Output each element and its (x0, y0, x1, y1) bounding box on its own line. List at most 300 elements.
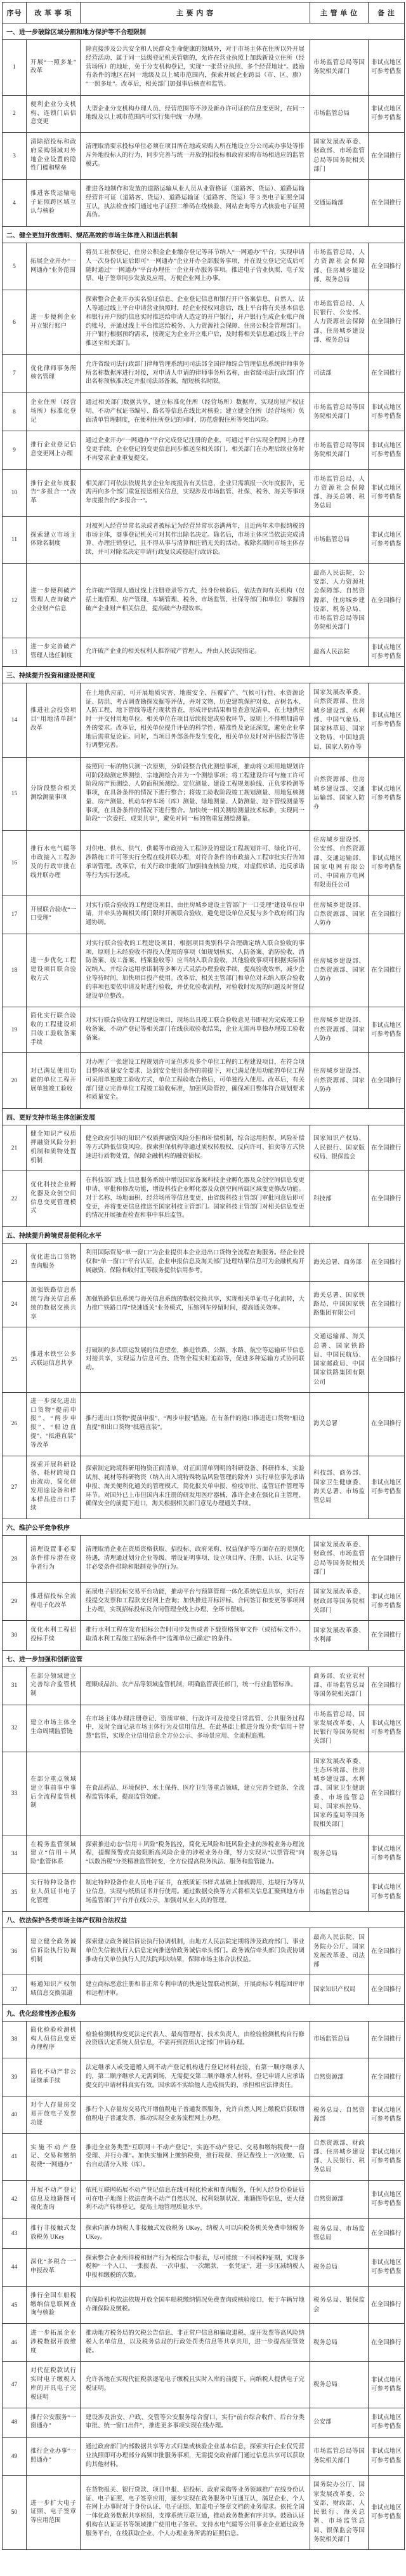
cell-responsible-dept: 科技部、商务部、国家卫生健康委、海关总署、市场监管总局 (310, 1456, 369, 1519)
cell-serial-number: 14 (3, 683, 27, 758)
cell-remark: 在全国推行 (369, 2058, 405, 2096)
table-row (3, 2058, 405, 2096)
section-title: 三、持续提升投资和建设便利度 (3, 667, 405, 683)
cell-remark: 在全国推行 (369, 180, 405, 227)
cell-remark: 非试点地区可参考借鉴 (369, 2408, 405, 2438)
cell-main-content: 探索整合企业开办实名验证信息、企业登记信息和银行开户备案信息，自然人、法人等通过线上平台申请营业执照时，经企业授权同意后，线上平台将有关基本信息和银行开户预约信息实时推送给申请人选定的开户银行，开户银行生成企业账户预约账号，并通过线上平台推送给税务、人力资源社会保障、住房公积金管理部门。开户银行根据预约需求，按规定为企业开立账户后，及时将相关信息通过线上平台推送至相关部门。 (81, 290, 310, 355)
cell-serial-number: 45 (3, 2286, 27, 2323)
cell-serial-number: 10 (3, 469, 27, 516)
table-row (3, 290, 405, 355)
cell-reform-item: 推进社会投资项目“用地清单制”改革 (27, 683, 81, 758)
cell-serial-number: 7 (3, 354, 27, 392)
cell-remark: 在全国推行 (369, 1171, 405, 1227)
section-header-row (3, 1227, 405, 1244)
cell-responsible-dept: 自然资源部、财政部、住房城乡建设部、人民银行、税务总局 (310, 2133, 369, 2180)
cell-main-content: 利用国际贸易“单一窗口”为企业提供本企业进出口货物全流程查询服务。经企业授权和“单一窗口”平台认证，企业申报信息及海关部门处理结果信息可为金融机构开展融资、保险和收付汇等服务提供信用参考。 (81, 1244, 310, 1282)
cell-main-content: 清理取消企业在资质资格获取、招投标、政府采购、权益保护等方面存在的差别化待遇，清理通过划分企业等级、增设证明事项、设立项目库、注册、认证、认定等非必要条件排除和限制竞争的行为。 (81, 1536, 310, 1583)
table-row (3, 2362, 405, 2408)
table-row (3, 354, 405, 392)
table-row (3, 1874, 405, 1912)
cell-responsible-dept: 市场监管总局等国务院相关部门 (310, 40, 369, 96)
cell-main-content: 将员工社保登记、住房公积金企业缴存登记等环节纳入“一网通办”平台，实现申请人一次身份认证后即可“一网通办”企业开办全部服务事项，并在设立登记完成后可随时通过“一网通办”平台办理任一企业开办服务事项。推进电子营业执照、电子发票、电子签章同步发放及应用，方便企业网上办事。 (81, 243, 310, 290)
cell-remark: 非试点地区可参考借鉴 (369, 2476, 405, 2550)
cell-remark: 在全国推行 (369, 2324, 405, 2362)
cell-remark: 非试点地区可参考借鉴 (369, 431, 405, 469)
table-row (3, 2021, 405, 2058)
cell-serial-number: 46 (3, 2324, 27, 2362)
cell-remark: 在全国推行 (369, 2021, 405, 2058)
cell-serial-number: 26 (3, 1392, 27, 1456)
cell-reform-item: 推进客货运输电子证照跨区域互认与核验 (27, 180, 81, 227)
cell-serial-number: 27 (3, 1456, 27, 1519)
cell-serial-number: 24 (3, 1282, 27, 1327)
cell-serial-number: 20 (3, 1053, 27, 1109)
cell-main-content: 对办理了一张建设工程规划许可证但涉及多个单位工程的工程建设项目，在符合项目整体质量安全要求、达到安全使用条件的前提下，对已满足使用功能的单位工程可采用单独竣工验收方式，单位工程验收合格后，可单独投入使用。改革后，有关部门建立完善单位工程竣工验收标准，加强风险管控，确保项目整体符合规划要求和质量安全。 (81, 1053, 310, 1109)
cell-serial-number: 32 (3, 1705, 27, 1752)
cell-remark: 非试点地区可参考借鉴 (369, 393, 405, 431)
cell-reform-item: 推行企业年度报告“多报合一”改革 (27, 469, 81, 516)
cell-reform-item: 拓展企业开办“一网通办”业务范围 (27, 243, 81, 290)
table-row (3, 1125, 405, 1171)
table-row (3, 2096, 405, 2133)
cell-responsible-dept: 海关总署、国家铁路局、中国国家铁路集团有限公司 (310, 1282, 369, 1327)
table-row (3, 2133, 405, 2180)
cell-main-content: 推行个人存量房交易代开增值税电子普通发票服务，允许自然人网上缴税后获取增值税电子普通发票，推动实现全业务流程网上办理。 (81, 2096, 310, 2133)
table-row (3, 1456, 405, 1519)
cell-reform-item: 进一步便利企业开立银行账户 (27, 290, 81, 355)
cell-serial-number: 50 (3, 2476, 27, 2550)
cell-remark: 非试点地区可参考借鉴 (369, 1705, 405, 1752)
cell-remark: 在全国推行 (369, 2219, 405, 2249)
cell-responsible-dept: 自然资源部 (310, 2180, 369, 2218)
cell-serial-number: 28 (3, 1536, 27, 1583)
reform-table-body (3, 23, 405, 2550)
cell-main-content: 除直接涉及公共安全和人民群众生命健康的领域外，对于市场主体在住所以外开展经营活动、属于同一县级登记机关管辖的，允许在营业执照上加载新设立住所（经营场所）的地址，免于分支机构登记，实现“一张营业执照、多个经营地址”。鼓励有条件的地区在同一地级及以上城市范围内，探索开展企业跨县（市、区、旗）“一照多址”。改革后，相关部门加强事后核查和监管。 (81, 40, 310, 96)
cell-remark: 非试点地区可参考借鉴 (369, 1874, 405, 1912)
cell-responsible-dept: 交通运输部 (310, 180, 369, 227)
cell-reform-item: 对已满足使用功能的单位工程开展单独竣工验收 (27, 1053, 81, 1109)
cell-responsible-dept: 国家发展改革委、财政部等国务院相关部门 (310, 1583, 369, 1621)
cell-reform-item: 推行全国车船税缴纳信息联网查询与核验 (27, 2286, 81, 2323)
cell-remark: 在全国推行 (369, 934, 405, 1007)
cell-remark: 在全国推行 (369, 290, 405, 355)
cell-serial-number: 35 (3, 1874, 27, 1912)
table-row (3, 934, 405, 1007)
table-row (3, 1053, 405, 1109)
cell-main-content: 在科技部门线上信息服务系统中增设国家备案科技企业孵化器及众创空间信息变更申请、审批和修改功能，增设科技企业孵化器及众创空间所属区域变更修改功能。对于名称、场地面积、经营场所等信息变更，由省级科技主管部门审批同意后即可变更，并将变更信息推送至国家科技主管部门。国家科技主管部门对相关信息变更的情况开展抽查检查和事中事后监管。 (81, 1171, 310, 1227)
cell-reform-item: 推行企业登记信息变更网上办理 (27, 431, 81, 469)
cell-reform-item: 进一步拓展企业涉税数据开放维度 (27, 2324, 81, 2362)
cell-reform-item: 在部分领域建立完善综合监管机制 (27, 1667, 81, 1705)
cell-serial-number: 4 (3, 180, 27, 227)
cell-main-content: 按照同一标的物只测一次原则，分阶段整合优化测绘事项，推动将立项用地规划许可阶段勘测定界测绘、宗地测绘合并为一个测绘事项；将工程建设许可与施工许可阶段房产预测绘、人防面积预测绘、定位测量、建设工程规划验线、正负零检测等事项，在具备条件的情况下进行整合；将竣工验收阶段竣工规划测量、用地复核测量、房产测量、机动车停车场（库）测量、绿地测量、人防测量、地下管线测量等事项，在具备条件的情况下进行整合。加快统一相关测绘测量技术标准，实现同一阶段“一次委托、成果共享”，避免对同一标的物重复测绘测量。 (81, 757, 310, 830)
table-row (3, 133, 405, 180)
cell-reform-item: 进一步完善破产管理人选任制度 (27, 638, 81, 667)
table-row (3, 1282, 405, 1327)
table-row (3, 1583, 405, 1621)
cell-main-content: 对供电、供水、供气、供暖等市政接入工程涉及的建设工程规划许可、绿化许可、涉路施工许可等实行全程在线并联办理，对符合条件的市政接入工程审批实行告知承诺管理。改革后，有关行政审批部门加强抽查核验力度，对虚假承诺、违反承诺等行为实行惩戒。 (81, 831, 310, 896)
table-row (3, 757, 405, 830)
cell-serial-number: 36 (3, 1928, 27, 1975)
cell-remark: 在全国推行 (369, 133, 405, 180)
cell-remark: 在全国推行 (369, 1928, 405, 1975)
cell-main-content: 通过企业开办“一网通办”平台完成登记注册的企业，可通过平台实现全程网上办理变更手续，企业登记的变更信息同步推送至相关部门，相关部门在办理后续业务时不再要求企业重复提交。 (81, 431, 310, 469)
cell-main-content: 建立商标恶意注册和非正常专利申请的快速处置联动机制，开展商标专利巡回评审和远程评审。 (81, 1975, 310, 2005)
cell-remark: 在全国推行 (369, 1053, 405, 1109)
cell-reform-item: 推进招投标全流程电子化改革 (27, 1583, 81, 1621)
cell-main-content: 对实行联合验收的工程建设项目，根据项目类别科学合理确定纳入联合验收的事项，原则上未经验收不得投入使用的事项（如规划核实、人防备案、消防验收、消防备案、竣工备案、档案验收等）应当纳入联合验收，其他验收事项可根据实际情况纳入，并综合运用承诺制等多种方式灵活办理验收手续，提高验收效率，减少企业等待时间，加快项目投产使用。改革后，相关主管部门和单位对未纳入联合验收的事项也要依申请及时进行验收，并优化验收流程，对验收时发现的问题及时督促建设单位整改。 (81, 934, 310, 1007)
section-title: 一、进一步破除区域分割和地方保护等不合理限制 (3, 23, 405, 40)
cell-main-content: 建设涉及治安、户政、交管等公安服务综合窗口，实行“前台综合收件、后台分类审批、统一窗口出件”，推进更多事项实现在线办理。 (81, 2408, 310, 2438)
table-row (3, 1007, 405, 1053)
cell-responsible-dept: 交通运输部、海关总署、国家铁路局、中国民航局、国家邮政局、中国国家铁路集团有限公司 (310, 1327, 369, 1393)
cell-main-content: 推行水利工程在发布招标公告时同步发售或者下载资格预审文件（或招标文件）。取消水利工程施工招标条件中“监理单位已确定”的条件。 (81, 1621, 310, 1651)
cell-remark: 非试点地区可参考借鉴 (369, 2438, 405, 2476)
cell-serial-number: 2 (3, 95, 27, 132)
cell-reform-item: 畅通知识产权领域信息交换渠道 (27, 1975, 81, 2005)
cell-remark: 非试点地区可参考借鉴 (369, 2133, 405, 2180)
cell-main-content: 对实行联合验收的工程建设项目，由住房城乡建设主管部门“一口受理”建设单位申请，并牵头协调相关部门限时开展联合验收，避免建设单位反复与多个政府部门沟通协调。 (81, 896, 310, 934)
cell-responsible-dept: 市场监管总局、人民银行、公安部、人力资源社会保障部、住房城乡建设部、税务总局 (310, 290, 369, 355)
cell-main-content: 在货物报关、银行贷款、项目申报、招投标、政府采购等业务领域推广在线身份认证、电子证照、电子签章应用，逐步实现在政务服务中互通互认，满足企业、个人在网上办事时对于身份认证、电子证照、加盖电子签章文档的业务需求。依托全国一体化政务数据共享枢纽，支撑系统互联互通，推动政务数据有序共享。鼓励认证机构在认证证书等领域推广使用电子签章。支持水电气暖等公用事业企业通过政务服务平台，在线获取企业、个人办理业务所需的证照信息。 (81, 2476, 310, 2550)
column-header-item: 改 革 事 项 (27, 3, 81, 23)
cell-responsible-dept: 海关总署、商务部 (310, 1244, 369, 1282)
cell-main-content: 对实行联合验收的工程建设项目，现场出具竣工联合验收意见书即视为完成竣工验收备案，不动产登记等相关部门在线获取验收结果，企业无需再单独办理竣工验收备案。 (81, 1007, 310, 1053)
cell-reform-item: 便利企业分支机构、连锁门店信息变更 (27, 95, 81, 132)
table-row (3, 831, 405, 896)
table-row (3, 243, 405, 290)
cell-responsible-dept: 最高人民法院 (310, 638, 369, 667)
cell-main-content: 在食品药品、环境保护、水土保持、医疗卫生等重点领域，建立完善全链条、全流程监管体系，提高监管效能。 (81, 1752, 310, 1835)
cell-reform-item: 探索开展科研设备、耗材跨境自由流动，简化研发用途设备和样本样品进出口手续 (27, 1456, 81, 1519)
column-header-dept: 主 管 单 位 (310, 3, 369, 23)
table-row (3, 563, 405, 638)
cell-remark: 非试点地区可参考借鉴 (369, 2362, 405, 2408)
cell-reform-item: 推行企业办事“一照通办” (27, 2438, 81, 2476)
cell-main-content: 探索向新办纳税人非接触式发放税务 UKey，纳税人可以向税务机关免费申领税务 UKey。 (81, 2219, 310, 2249)
cell-main-content: 理顺成品油、农产品等领域监管机制，明确监管责任部门，统一行业监管标准。 (81, 1667, 310, 1705)
cell-reform-item: 深化“多税合一”申报改革 (27, 2248, 81, 2286)
table-row (3, 393, 405, 431)
table-row (3, 896, 405, 934)
cell-main-content: 清理取消要求投标单位必须在项目所在地或采购人所在地设立分公司或办事处等排斥外地投标人的行为，同步完善与统一开放的招投标和政府采购市场相适应的监管模式。 (81, 133, 310, 180)
section-title: 四、更好支持市场主体创新发展 (3, 1109, 405, 1125)
cell-remark: 非试点地区可参考借鉴 (369, 683, 405, 758)
table-row (3, 40, 405, 96)
table-row (3, 95, 405, 132)
cell-responsible-dept: 住房城乡建设部、自然资源部、国家人防办 (310, 1053, 369, 1109)
cell-serial-number: 1 (3, 40, 27, 96)
cell-main-content: 加强铁路信息系统与海关信息系统的数据交换共享，实现相关单证电子化流转，大力推广铁路口岸“快速通关”业务模式，压缩列车停留时间，提高通关效率。 (81, 1282, 310, 1327)
cell-serial-number: 29 (3, 1583, 27, 1621)
section-header-row (3, 23, 405, 40)
cell-remark: 非试点地区可参考借鉴 (369, 1007, 405, 1053)
table-row (3, 516, 405, 563)
column-header-content: 主 要 内 容 (81, 3, 310, 23)
cell-responsible-dept: 国家发展改革委、水利部 (310, 1621, 369, 1651)
cell-reform-item: 进一步扩大电子证照、电子签章等应用范围 (27, 2476, 81, 2550)
cell-reform-item: 实施不动产登记、交易和缴纳税费“一网通办” (27, 2133, 81, 2180)
cell-remark: 在全国推行 (369, 1667, 405, 1705)
table-row (3, 2248, 405, 2286)
cell-reform-item: 健全知识产权质押融资风险分担机制和质物处置机制 (27, 1125, 81, 1171)
cell-serial-number: 23 (3, 1244, 27, 1282)
cell-responsible-dept: 国家发展改革委、财政部、市场监管总局等国务院相关部门 (310, 1536, 369, 1583)
cell-serial-number: 9 (3, 431, 27, 469)
cell-responsible-dept: 市场监管总局 (310, 95, 369, 132)
cell-main-content: 向保险机构依法依规开放全国车船税缴纳情况免费查询或核验接口，便于车辆异地办理保险及缴税。 (81, 2286, 310, 2323)
cell-remark: 在全国推行 (369, 1975, 405, 2005)
table-row (3, 1327, 405, 1393)
cell-remark: 在全国推行 (369, 563, 405, 638)
cell-serial-number: 49 (3, 2438, 27, 2476)
cell-responsible-dept: 国家发展改革委、自然资源部、住房城乡建设部、水利部、中国气象局、国家林草局、国家文物局、中国地震局、国家人防办等 (310, 683, 369, 758)
table-row (3, 180, 405, 227)
cell-remark: 在全国推行 (369, 1282, 405, 1327)
cell-responsible-dept: 市场监管总局等国务院相关部门 (310, 431, 369, 469)
cell-responsible-dept: 司法部 (310, 354, 369, 392)
cell-responsible-dept: 市场监管总局等国务院相关部门 (310, 2438, 369, 2476)
cell-responsible-dept: 市场监管总局 (310, 516, 369, 563)
cell-remark: 非试点地区可参考借鉴 (369, 1456, 405, 1519)
cell-reform-item: 简化实行联合验收的工程建设项目竣工验收备案手续 (27, 1007, 81, 1053)
table-row (3, 1621, 405, 1651)
cell-responsible-dept: 国家知识产权局 (310, 1975, 369, 2005)
cell-reform-item: 优化科技企业孵化器及众创空间信息变更管理模式 (27, 1171, 81, 1227)
cell-remark: 在全国推行 (369, 243, 405, 290)
cell-responsible-dept: 税务总局、银保监会 (310, 2286, 369, 2323)
table-row (3, 1705, 405, 1752)
table-row (3, 1928, 405, 1975)
cell-remark: 非试点地区可参考借鉴 (369, 1835, 405, 1873)
section-title: 八、依法保护各类市场主体产权和合法权益 (3, 1912, 405, 1928)
cell-serial-number: 42 (3, 2180, 27, 2218)
cell-main-content: 相关部门可依法依规共享企业年度报告有关信息，企业只需填报一次年度报告，无需再向多个部门重复报送相关信息，实现涉及市场监管、社保、税务、海关等事项年度报告的“多报合一”。 (81, 469, 310, 516)
cell-responsible-dept: 住房城乡建设部、自然资源部、国家人防办 (310, 934, 369, 1007)
cell-main-content: 打破制约多式联运发展的信息壁垒，推进铁路、公路、水路、航空等运输环节信息对接共享，实现运力信息可查、货物全程实时追踪等，促进多种运输方式协同联动。 (81, 1327, 310, 1393)
cell-remark: 非试点地区可参考借鉴 (369, 2180, 405, 2218)
cell-serial-number: 22 (3, 1171, 27, 1227)
cell-responsible-dept: 市场监管总局 (310, 2021, 369, 2058)
table-row (3, 2476, 405, 2550)
section-header-row (3, 227, 405, 243)
cell-main-content: 在市场主体办理注册登记、资质审核、行政许可及接受日常监管、公共服务过程中，及时全面记录市场主体行为及信用信息，在此基础上推进分级分类“信用＋智慧”监管，实现企业信用信息全方位公示、多场景应用、全流程追溯。 (81, 1705, 310, 1752)
table-row (3, 1975, 405, 2005)
cell-remark: 非试点地区可参考借鉴 (369, 638, 405, 667)
cell-main-content: 对被列入经营异常名录或者被标记为经营异常状态满两年，且近两年未申报纳税的市场主体，商事登记机关可对其作出除名决定。除名后，市场主体应当依法完成清算、办理注销登记，且不得从事与清算和注销无关的活动。被除名期间市场主体存续，并可对除名决定申请行政复议或提起行政诉讼。 (81, 516, 310, 563)
cell-remark: 非试点地区可参考借鉴 (369, 95, 405, 132)
cell-serial-number: 16 (3, 831, 27, 896)
cell-reform-item: 进一步便利破产管理人查询破产企业财产信息 (27, 563, 81, 638)
cell-remark: 非试点地区可参考借鉴 (369, 469, 405, 516)
cell-remark: 在全国推行 (369, 1752, 405, 1835)
cell-serial-number: 40 (3, 2096, 27, 2133)
section-header-row (3, 1650, 405, 1667)
cell-reform-item: 优化律师事务所核名管理 (27, 354, 81, 392)
cell-reform-item: 推进水铁空公多式联运信息共享 (27, 1327, 81, 1393)
table-row (3, 1667, 405, 1705)
cell-responsible-dept: 国家知识产权局、人民银行、国家版权局、银保监会 (310, 1125, 369, 1171)
cell-responsible-dept: 税务总局、自然资源部 (310, 2096, 369, 2133)
cell-reform-item: 优化水利工程招投标手续 (27, 1621, 81, 1651)
cell-reform-item: 清除招投标和政府采购领域对外地企业设置的隐性门槛和壁垒 (27, 133, 81, 180)
cell-remark: 在全国推行 (369, 1536, 405, 1583)
cell-serial-number: 39 (3, 2058, 27, 2096)
cell-main-content: 允许各地在实现代征税款逐笔电子缴税且实时入库的前提下，向纳税人提供电子完税证明。 (81, 2362, 310, 2408)
cell-reform-item: 实行特种设备作业人员证书电子化管理 (27, 1874, 81, 1912)
cell-remark: 非试点地区可参考借鉴 (369, 516, 405, 563)
cell-responsible-dept: 市场监管总局、人力资源社会保障部、海关总署、税务总局 (310, 469, 369, 516)
section-title: 七、进一步加强和创新监管 (3, 1650, 405, 1667)
cell-serial-number: 47 (3, 2362, 27, 2408)
cell-reform-item: 建立健全政务诚信诉讼执行协调机制 (27, 1928, 81, 1975)
cell-remark: 在全国推行 (369, 2286, 405, 2323)
cell-responsible-dept: 税务总局 (310, 2362, 369, 2408)
cell-remark: 非试点地区可参考借鉴 (369, 1583, 405, 1621)
cell-main-content: 健全政府引导的知识产权质押融资风险分担和补偿机制，综合运用担保、风险补偿等方式降低信贷风险。探索担保机构等通过质权转股权、反向许可、拍卖等方式快速进行质物处置，保障金融机构的融资债权。 (81, 1125, 310, 1171)
cell-reform-item: 开展联合验收“一口受理” (27, 896, 81, 934)
section-header-row (3, 2004, 405, 2021)
cell-serial-number: 34 (3, 1835, 27, 1873)
cell-remark: 在全国推行 (369, 1244, 405, 1282)
cell-main-content: 检验检测机构变更法定代表人、最高管理者、技术负责人，由检验检测机构自行修改资质认定系统人员信息，不需再到资质认定部门申请办理。 (81, 2021, 310, 2058)
cell-main-content: 通过相关部门数据共享，建立标准化住所（经营场所）数据库，实现房屋产权证明、不动产权证书编号、路名等信息在线比对核验；建立健全住所（经营场所）负面清单管理制度，在便利住所登记的同时，防范虚假住所等突出风险。 (81, 393, 310, 431)
cell-reform-item: 加强铁路信息系统与海关信息系统的数据交换共享 (27, 1282, 81, 1327)
table-row (3, 2324, 405, 2362)
cell-remark: 在全国推行 (369, 1392, 405, 1456)
cell-reform-item: 简化检验检测机构人员信息变更办理程序 (27, 2021, 81, 2058)
table-row (3, 638, 405, 667)
cell-main-content: 大型企业分支机构办理人员、经营范围等不涉及新办许可证的信息变更时，在同一地级及以上城市范围内可实行集中统一办理。 (81, 95, 310, 132)
cell-responsible-dept: 市场监管总局、人力资源社会保障部、住房城乡建设部、税务总局 (310, 243, 369, 290)
cell-main-content: 推行进出口货物“提前申报”、“两步申报”措施。在有条件的港口推进进口货物“船边直提”和出口货物“抵港直装”。 (81, 1392, 310, 1456)
section-header-row (3, 1109, 405, 1125)
cell-main-content: 制定特种设备作业人员电子证书，在纸质证书样式基础上加载聘用、违规行为等从业信息，实现与纸质证书并行使用。通过数据交换等方式将相关信息汇聚到地方市场监管部门平台并在线公示，加强对从业人员的管理。 (81, 1874, 310, 1912)
cell-main-content: 拓展电子招投标交易平台功能，推动平台与预算管理一体化系统信息共享，实行在线提交发票和工程款支付网上查询；加快推进开标评标、合同签订和变更等事项网上办理，实现招标投标及合同管理全线上办理、全环节留痕。 (81, 1583, 310, 1621)
cell-responsible-dept: 自然资源部、住房城乡建设部、交通运输部、国家人防办 (310, 757, 369, 830)
section-title: 六、维护公平竞争秩序 (3, 1519, 405, 1536)
cell-responsible-dept: 市场监管总局 (310, 1874, 369, 1912)
cell-main-content: 推进各地制作和发放的道路运输从业人员从业资格证（道路客、货运）、道路运输经营许可证（道路客、货运）、道路运输证（道路客、货运）等 3 类电子证照全国互认，执法检查部门通过电子证照二维码在线核验、网站查询等方式核验电子证照真伪。 (81, 180, 310, 227)
cell-responsible-dept: 国务院办公厅、国家发展改革委、公安部、财政部、人民银行、海关总署、市场监管总局、银保监会等国务院相关部门 (310, 2476, 369, 2550)
cell-reform-item: 开展“一照多址”改革 (27, 40, 81, 96)
cell-responsible-dept: 商务部、农业农村部、市场监管总局等国务院相关部门 (310, 1667, 369, 1705)
cell-serial-number: 41 (3, 2133, 27, 2180)
cell-serial-number: 15 (3, 757, 27, 830)
table-row (3, 1171, 405, 1227)
cell-main-content: 推动地方税务局的欠税公告信息、非正常户信息和骗取退税、虚开发票等高风险纳税人名单信息，以及税务总局的行政处罚类信息等共享共用，进一步提高征管效能。 (81, 2324, 310, 2362)
cell-serial-number: 48 (3, 2408, 27, 2438)
cell-responsible-dept: 海关总署 (310, 1392, 369, 1456)
section-title: 九、优化经常性涉企服务 (3, 2004, 405, 2021)
cell-reform-item: 进一步优化工程建设项目联合验收方式 (27, 934, 81, 1007)
section-header-row (3, 1912, 405, 1928)
cell-reform-item: 对代征税款试行实时电子缴税入库的开具电子完税证明 (27, 2362, 81, 2408)
cell-responsible-dept: 市场监管总局等国务院相关部门 (310, 393, 369, 431)
cell-main-content: 探索整合企业所得税和财产行为税综合申报表，尽可能统一不同税种征期，实现多税种“一个入口、一张报表、一次申报、一次缴款、一张凭证”，进一步压减纳税人申报和缴税的次数。 (81, 2248, 310, 2286)
cell-serial-number: 38 (3, 2021, 27, 2058)
cell-responsible-dept: 国家发展改革委、生态环境部、住房城乡建设部、水利部、国家卫生健康委、市场监管总局、国家疾控局、国家药监局等国务院相关部门 (310, 1752, 369, 1835)
column-header-no: 序号 (3, 3, 27, 23)
cell-reform-item: 进一步深化进出口货物“提前申报”、“两步申报”、“船边直提”、“抵港直装”等改革 (27, 1392, 81, 1456)
cell-serial-number: 12 (3, 563, 27, 638)
cell-reform-item: 对个人存量房交易开放电子发票功能 (27, 2096, 81, 2133)
table-row (3, 1244, 405, 1282)
cell-serial-number: 5 (3, 243, 27, 290)
table-row (3, 1835, 405, 1873)
cell-remark: 非试点地区可参考借鉴 (369, 40, 405, 96)
cell-main-content: 探索建立政务诚信诉讼执行协调机制，由地方人民法院定期将涉及政府部门、事业单位失信被执行人信息定向推送给政务诚信牵头部门。政务诚信牵头部门负责协调推动有关单位执行人民法院判决结果，保障市场主体合法权益。 (81, 1928, 310, 1975)
cell-reform-item: 分阶段整合相关测绘测量事项 (27, 757, 81, 830)
cell-serial-number: 30 (3, 1621, 27, 1651)
table-row (3, 431, 405, 469)
section-header-row (3, 1519, 405, 1536)
section-header-row (3, 667, 405, 683)
cell-main-content: 允许破产管理人通过线上注册登录等方式，经身份核验后，依法查询有关机构（包括土地管理、房产管理、车辆管理、税务、市场监管、社保等部门和单位）掌握的破产企业财产相关信息，提高破产办理效率。 (81, 563, 310, 638)
cell-main-content: 推进全业务类型“互联网＋不动产登记”，实施不动产登记、交易和缴纳税费“一窗受理、并行办理”。加快实施网上缴纳税费，推行税费、登记费线上一次收缴、后台自动清分入账（库）。 (81, 2133, 310, 2180)
cell-remark: 在全国推行 (369, 1621, 405, 1651)
cell-responsible-dept: 科技部 (310, 1171, 369, 1227)
cell-main-content: 在土地供应前，可开展地质灾害、地震安全、压覆矿产、气候可行性、水资源论证、防洪、考古调查勘探发掘等评估，并对文物、历史建筑保护对象、古树名木、人防工程、地下管线等进行现状普查，形成评估结果和普查意见清单，在土地供应时一并交付用地单位。相关单位在项目后续报建或验收环节，原则上不得增加清单外的要求。改革后，相关单位提升评估的科学性、精准性及论证深度，避免企业拿地后需重复论证。同时，当项目外部条件发生变化，相关单位及时对评估报告等进行调整完善。 (81, 683, 310, 758)
cell-serial-number: 25 (3, 1327, 27, 1393)
cell-serial-number: 18 (3, 934, 27, 1007)
cell-responsible-dept: 税务总局 (310, 2324, 369, 2362)
cell-remark: 在全国推行 (369, 354, 405, 392)
table-row (3, 469, 405, 516)
cell-main-content: 法定继承人或受遗赠人到不动产登记机构进行登记材料查验，有第一顺序继承人的，第二顺序继承人无需到场，无需提交第二顺序继承人材料。登记申请人应承诺提交的申请材料真实有效，因承诺不实给他人造成损失的，承担相应法律责任。 (81, 2058, 310, 2096)
section-title: 二、健全更加开放透明、规范高效的市场主体准入和退出机制 (3, 227, 405, 243)
table-row (3, 2438, 405, 2476)
cell-main-content: 依托互联网拓展不动产登记信息在线可视化检索和查询服务，任何人经身份验证后可在电子地图上依法查询不动产自然状况、权利限制状况、地籍图等信息，更大便利不动产转移登记，提高土地管理质量水平。 (81, 2180, 310, 2218)
section-title: 五、持续提升跨境贸易便利化水平 (3, 1227, 405, 1244)
cell-remark: 非试点地区可参考借鉴 (369, 2096, 405, 2133)
cell-reform-item: 简化不动产非公证继承手续 (27, 2058, 81, 2096)
cell-reform-item: 推行公安服务“一窗通办” (27, 2408, 81, 2438)
cell-serial-number: 11 (3, 516, 27, 563)
cell-reform-item: 在部分重点领域建立事前事中事后全流程监管机制 (27, 1752, 81, 1835)
table-row (3, 2180, 405, 2218)
cell-responsible-dept: 国家发展改革委、财政部、市场监管总局等国务院相关部门 (310, 133, 369, 180)
cell-reform-item: 开展不动产登记信息及地籍图可视化查询 (27, 2180, 81, 2218)
cell-responsible-dept: 税务总局、市场监管总局 (310, 2219, 369, 2249)
cell-serial-number: 6 (3, 290, 27, 355)
cell-serial-number: 8 (3, 393, 27, 431)
cell-responsible-dept: 自然资源部 (310, 2058, 369, 2096)
cell-reform-item: 在税务监管领域建立“信用＋风险”监管体系 (27, 1835, 81, 1873)
cell-reform-item: 清理设置非必要条件排斥潜在竞争者行为 (27, 1536, 81, 1583)
cell-remark: 在全国推行 (369, 896, 405, 934)
cell-reform-item: 建立市场主体全生命周期监管链 (27, 1705, 81, 1752)
cell-responsible-dept: 公安部 (310, 2408, 369, 2438)
cell-remark: 在全国推行 (369, 1125, 405, 1171)
cell-responsible-dept: 税务总局 (310, 1835, 369, 1873)
cell-responsible-dept: 最高人民法院，公安部、人力资源社会保障部、自然资源部、住房城乡建设部、税务总局、市场监管总局等国务院相关部门 (310, 563, 369, 638)
table-row (3, 2286, 405, 2323)
table-row (3, 2219, 405, 2249)
table-header-row (3, 3, 405, 23)
cell-main-content: 探索推进动态“信用＋风险”税务监控，简化无风险和低风险企业的涉税业务办理流程，提醒预警或直接阻断高风险企业的涉税业务办理，努力实现从“以票管税”向“以数治税”分类精准监管转变，全方位提高税务执法、服务和监管能力。 (81, 1835, 310, 1873)
cell-serial-number: 33 (3, 1752, 27, 1835)
table-row (3, 1536, 405, 1583)
cell-reform-item: 探索建立市场主体除名制度 (27, 516, 81, 563)
cell-serial-number: 13 (3, 638, 27, 667)
cell-main-content: 允许省级司法行政部门律师管理系统同司法部全国律师综合管理信息系统律师事务所名称数据库进行对接，对申请人申请的律师事务所名称，由省级司法行政部门作出名称预核准决定并报司法部备案，缩短核名时限。 (81, 354, 310, 392)
cell-serial-number: 37 (3, 1975, 27, 2005)
cell-serial-number: 17 (3, 896, 27, 934)
cell-responsible-dept: 市场监管总局、国家发展改革委、人民银行等国务院相关部门 (310, 1705, 369, 1752)
cell-remark: 非试点地区可参考借鉴 (369, 757, 405, 830)
cell-remark: 非试点地区可参考借鉴 (369, 2248, 405, 2286)
